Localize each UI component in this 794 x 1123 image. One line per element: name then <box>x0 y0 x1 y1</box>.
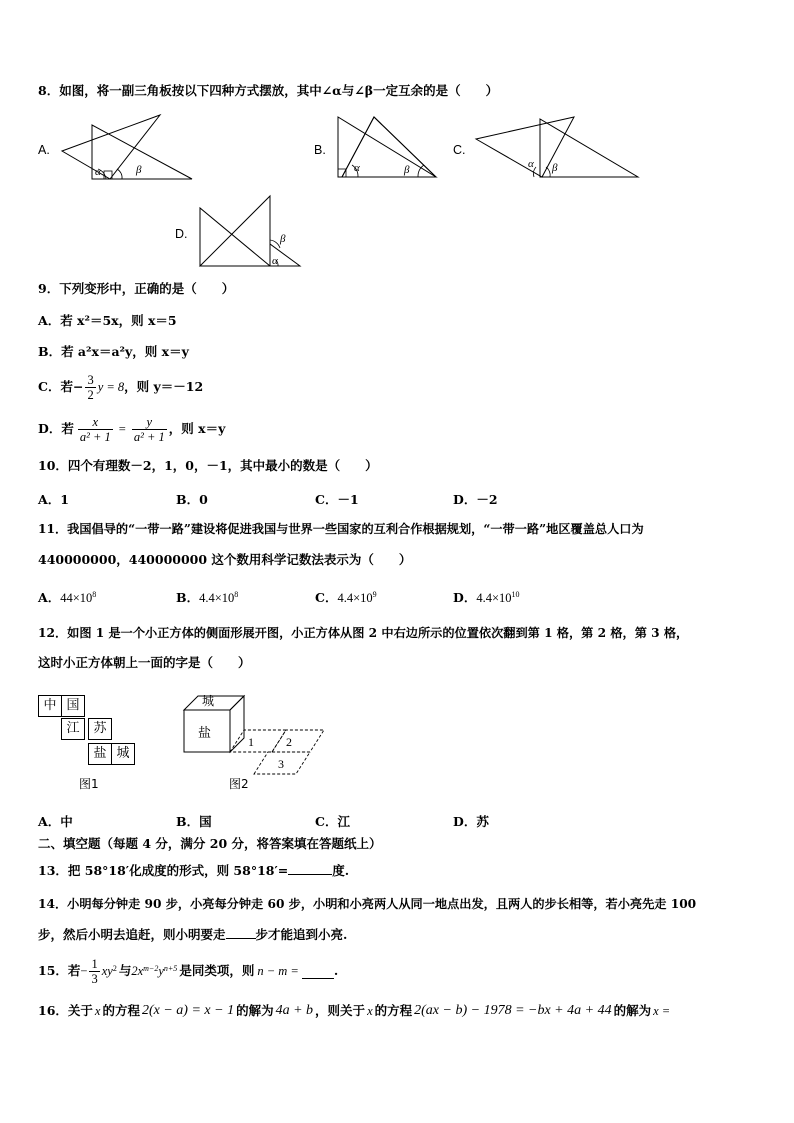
q8-d-beta: β <box>280 233 286 245</box>
q9-d-fraction-2: $\frac{y}{\text{a² + 1}}$ <box>133 414 165 444</box>
fig1-caption: 图1 <box>79 777 99 791</box>
q11-option-c[interactable]: C．$4.4\times 10^9$ <box>315 589 377 605</box>
q8-figure-b <box>338 113 448 183</box>
q9-d-suffix: ，则 x＝y <box>168 421 226 436</box>
q8-c-beta: β <box>552 162 558 174</box>
q9-option-b[interactable]: B．若 a²x＝a²y，则 x＝y <box>38 344 189 359</box>
q8-stem: 8．如图，将一副三角板按以下四种方式摆放，其中∠α与∠β一定互余的是（ ） <box>38 83 499 98</box>
net-cell-yan: 盐 <box>88 743 112 765</box>
cube-front-face: 盐 <box>198 726 212 741</box>
square-1-label: 1 <box>248 735 254 749</box>
q12-option-a[interactable]: A．中 <box>38 814 73 829</box>
q16: 16．关于 x 的方程 2(x − a) = x − 1 的解为 4a + b ，则关于 x 的方程 2(ax − b) − 1978 = −bx + 4a + 44 的解为 x = <box>38 1003 671 1018</box>
q15: 15．若 − $\frac{1}{3}$ xy 2 与 2x m−2 y n+5 是同类项，则 n − m = . <box>38 956 339 986</box>
q10-option-a[interactable]: A．1 <box>38 492 69 507</box>
q8-a-alpha: α <box>95 166 101 178</box>
q9-c-fraction: $\frac{3}{2}$ <box>87 372 94 402</box>
q9-c-suffix: ，则 y＝－12 <box>124 379 204 394</box>
q11-stem-line1: 11．我国倡导的“一带一路”建设将促进我国与世界一些国家的互利合作根据规划，“一带一路”地区覆盖总人口为 <box>38 522 644 536</box>
cube-top-face: 城 <box>202 694 215 708</box>
q12-option-c[interactable]: C．江 <box>315 814 350 829</box>
q13: 13．把 58°18′化成度的形式，则 58°18′= 度. <box>38 863 350 878</box>
net-cell-guo: 国 <box>61 695 85 717</box>
q12-option-d[interactable]: D．苏 <box>453 814 489 829</box>
q14-line2: 步，然后小明去追赶，则小明要走 步才能追到小亮. <box>38 927 348 942</box>
section-2-heading: 二、填空题（每题 4 分，满分 20 分，将答案填在答题纸上） <box>38 836 382 851</box>
q9-d-prefix: D．若 <box>38 421 74 436</box>
net-cell-zhong: 中 <box>38 695 62 717</box>
q8-option-d-label[interactable]: D. <box>175 227 188 241</box>
q12-stem-line2: 这时小正方体朝上一面的字是（ ） <box>38 655 251 670</box>
q8-b-beta: β <box>404 164 410 176</box>
q9-option-c[interactable] <box>38 370 203 404</box>
q11-option-d[interactable]: D．$4.4\times 10^{10}$ <box>453 589 520 605</box>
q9-option-d[interactable] <box>38 410 225 448</box>
q8-option-a-label[interactable]: A. <box>38 143 50 157</box>
q11-stem-line2: 440000000，440000000 这个数用科学记数法表示为（ ） <box>38 552 412 567</box>
q8-figure-a <box>62 113 202 183</box>
q8-c-alpha: α <box>528 158 534 170</box>
q10-option-c[interactable]: C．－1 <box>315 492 359 507</box>
q15-answer-blank[interactable] <box>302 964 334 979</box>
q13-answer-blank[interactable] <box>288 874 332 875</box>
q8-figure-c <box>476 113 646 183</box>
square-2-label: 2 <box>286 735 292 749</box>
q8-figure-d <box>200 194 310 270</box>
q12-stem-line1: 12．如图 1 是一个小正方体的侧面形展开图，小正方体从图 2 中右边所示的位置依次翻到第 1 格，第 2 格，第 3 格， <box>38 626 689 640</box>
net-cell-su: 苏 <box>88 718 112 740</box>
q10-option-b[interactable]: B．0 <box>176 492 208 507</box>
q8-a-beta: β <box>136 164 142 176</box>
q8-option-b-label[interactable]: B. <box>314 143 326 157</box>
q9-stem: 9．下列变形中，正确的是（ ） <box>38 281 235 296</box>
q10-stem: 10．四个有理数－2，1，0，－1，其中最小的数是（ ） <box>38 458 378 473</box>
net-cell-jiang: 江 <box>61 718 85 740</box>
q12-option-b[interactable]: B．国 <box>176 814 212 829</box>
net-cell-cheng: 城 <box>111 743 135 765</box>
q10-option-d[interactable]: D．－2 <box>453 492 498 507</box>
q11-option-a[interactable]: A．$44\times 10^8$ <box>38 589 97 605</box>
q9-option-a[interactable]: A．若 x²＝5x，则 x＝5 <box>38 313 177 328</box>
square-3-label: 3 <box>278 757 284 771</box>
q15-fraction: $\frac{1}{3}$ <box>91 956 98 986</box>
q14-answer-blank[interactable] <box>226 938 256 939</box>
q9-c-prefix: C．若− <box>38 379 84 394</box>
q8-b-alpha: α <box>354 162 360 174</box>
q8-d-alpha: α <box>272 255 278 267</box>
q9-d-equals: = <box>118 422 126 436</box>
q9-d-fraction-1: $\frac{x}{\text{a² + 1}}$ <box>79 414 111 444</box>
q11-option-b[interactable]: B．$4.4\times 10^8$ <box>176 589 239 605</box>
q9-c-equation: y = 8 <box>97 380 125 394</box>
q8-option-c-label[interactable]: C. <box>453 143 466 157</box>
q14-line1: 14．小明每分钟走 90 步，小亮每分钟走 60 步，小明和小亮两人从同一地点出发，且两人的步长相等，若小亮先走 100 <box>38 897 697 911</box>
fig2-caption: 图2 <box>229 777 249 791</box>
